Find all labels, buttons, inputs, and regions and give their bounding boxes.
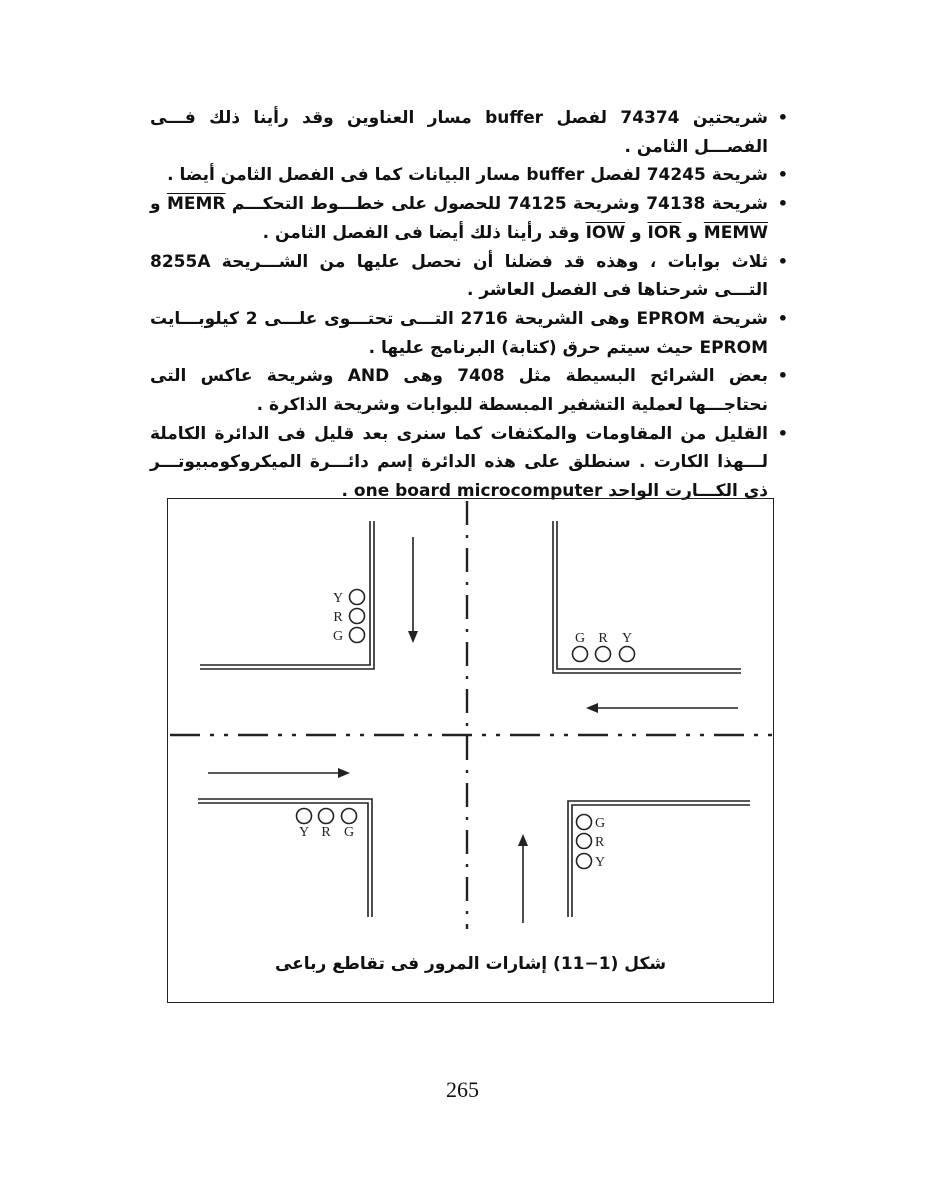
light-label: R [595,835,605,850]
light-label: R [321,825,331,840]
light-circle [577,834,592,849]
paragraph-text: وقد رأينا ذلك أيضا فى الفصل الثامن . [262,222,586,243]
bullet-item [150,420,790,506]
light-label: Y [332,591,344,606]
light-circle [350,628,365,643]
paragraph-text: القليل من المقاومات والمكثفات كما سنرى بعد قليل فى الدائرة الكاملة لـــهذا الكارت . سنطلق على هذه الدائرة إسم دائـــرة الميكروكومبيوتـــر ذى الكـــارت الواحد one board microcomputer . [150,423,768,502]
memr-signal: MEMR [166,194,226,215]
light-label: Y [621,631,633,646]
arrowhead-down [408,631,418,643]
bullet-item [150,362,790,419]
bullet-item [150,190,790,247]
light-label: G [595,816,606,831]
paragraph-text: شريحتين 74374 لفصل buffer مسار العناوين وقد رأينا ذلك فـــى الفصـــل الثامن . [150,108,768,157]
light-label: R [598,631,608,646]
light-label: G [574,631,586,646]
bullet-item [150,161,790,190]
light-circle [577,815,592,830]
paragraph-text: شريحة EPROM وهى الشريحة 2716 التـــى تحتـــوى علـــى 2 كيلوبـــايت EPROM حيث سيتم حرق (كتابة) البرنامج عليها . [150,308,769,358]
intersection-figure [167,498,774,1003]
paragraph-text: شريحة 74245 لفصل buffer مسار البيانات كما فى الفصل الثامن أيضا . [167,165,768,186]
light-circle [577,854,592,869]
curb-top-left-inner [200,521,374,669]
light-circle [319,809,334,824]
curb-bottom-left [198,799,372,917]
ior-signal: IOR [647,222,682,243]
arrowhead-up [518,834,528,846]
light-circle [573,647,588,662]
light-label: Y [298,825,310,840]
figure-caption: شكل (1−11) إشارات المرور فى تقاطع رباعى [274,954,667,974]
light-circle [297,809,312,824]
paragraph-text: ثلاث بوابات ، وهذه قد فضلنا أن نحصل عليها من الشـــريحة 8255A التـــى شرحناها فى الفصل العاشر . [150,251,768,301]
paragraph-text: شريحة 74138 وشريحة 74125 للحصول على خطـــوط التحكـــم [225,194,768,215]
conjunction: و [150,194,167,215]
light-circle [342,809,357,824]
arrowhead-left [586,703,598,713]
light-label: Y [595,855,606,870]
curb-top-right [557,521,741,669]
light-circle [350,590,365,605]
bullet-item [150,248,790,305]
light-circle [350,609,365,624]
arrowhead-right [338,768,350,778]
light-label: R [333,610,343,625]
light-label: G [332,629,344,644]
iow-signal: IOW [585,222,626,243]
bullet-item [150,305,790,362]
paragraph-text: بعض الشرائح البسيطة مثل 7408 وهى AND وشريحة عاكس التى نحتاجـــها لعملية التشفير المبسطة للبوابات وشريحة الذاكرة . [150,366,769,416]
bullet-list [150,104,790,506]
light-label: G [343,825,355,840]
intersection-diagram [168,499,775,1004]
curb-top-right-inner [553,521,741,673]
curb-top-left [200,521,370,665]
light-circle [596,647,611,662]
memw-signal: MEMW [703,222,768,243]
conjunction: و [681,222,704,243]
page-number: 265 [446,1077,479,1102]
light-circle [620,647,635,662]
bullet-item [150,104,790,161]
conjunction: و [625,222,648,243]
